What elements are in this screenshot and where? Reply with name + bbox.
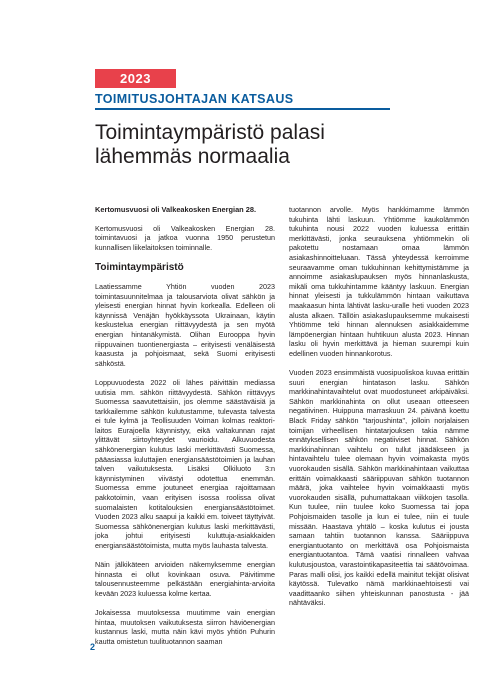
right-column	[289, 205, 469, 618]
intro-paragraph: Kertomusvuosi oli Valkeakosken Energian 28. toimintavuosi ja jatkoa vuonna 1950 perustetun kunnallisen liikelaitoksen toiminnalle.	[95, 223, 275, 252]
page-headline: Toimintaympäristö palasi lähemmäs normaalia	[95, 121, 325, 168]
body-paragraph: Vuoden 2023 ensimmäistä vuosipuoliskoa kuvaa erittäin suuri energian hintatason lasku. Sähkön markkinahintavaihtelut ovat muodostuneet arkipäiväksi. Sähkön markkinahinta on ollut useaan otteeseen negatiivinen. Huippuna marraskuun 24. päivänä koettu Black Friday sähkön "tarjoushinta", jolloin norjalaisen toimijan virheellisen hintatarjouksen takia nämme ennätyksellisen sähkön negatiiviset hinnat. Sähkön markkinahinnan vaihtelu on tullut jäädäkseen ja hintavaihtelu tulee olemaan hyvin voimakasta myös vuorokauden sisällä. Sähkön markkinahintaan vaikuttaa erittäin voimakkaasti sääriippuvan sähkön tuotannon määrä, joka vaihtelee hyvin voimakkaasti myös vuorokauden sisällä, puhumattakaan viikkojen tasolla. Kun tuulee, niin tuulee koko Suomessa tai jopa Pohjoismaiden tasolle ja kun ei tulee, niin ei tuule missään. Haastava yhtälö – koska kulutus ei jousta samaan tahtiin tuotannon kanssa. Sääriippuva energiantuotanto on merkittävä osa Pohjoismaista energiantuotantoa. Tämä vaatisi rinnalleen vahvaa kulutusjoustoa, varastointikapasiteettia tai säätövoimaa. Paras malli olisi, jos kaikki edellä mainitut tekijät olisivat käytössä. Tulevatko nämä markkinaehtoisesti vai vaadittaanko siihen yhteiskunnan panostusta - jää nähtäväksi.	[289, 368, 469, 608]
body-paragraph: Jokaisessa muutoksessa muutimme vain energian hintaa, muutoksen vaikutuksesta siirron häviöenergian kustannus laski, mutta näin kävi myös yhtiön Puhurin kautta omistetun tuulituotannon saaman	[95, 608, 275, 646]
page-number: 2	[90, 642, 96, 652]
year-badge: 2023	[95, 69, 176, 88]
body-paragraph: Näin jälkikäteen arvioiden näkemyksemme energian hinnasta ei ollut kovinkaan osuva. Päivitimme talousennusteemme pelkästään energiahinta-arvioita kevään 2023 kuluessa kolme kertaa.	[95, 560, 275, 598]
section-divider	[95, 108, 390, 110]
body-paragraph: Loppuvuodesta 2022 oli lähes päivittäin mediassa uutisia mm. sähkön riittävyydestä. Sähkön riittävyys Suomessa saavutettaisiin, jos olemme säästäväisiä ja tarkkailemme sähkön kulutustamme, tulevasta talvesta ei tule kylmä ja Teollisuuden Voiman kolmas reaktori-laitos Eurajoella käynnistyy, eikä valtakunnan rajat ylittävät siirtoyhteydet vaurioidu. Alkuvuodesta sähkönenergian kulutus laski merkittävästi Suomessa, pääasiassa kuluttajien energiansäästötoimien ja lauhan talven vaikutuksesta. Lisäksi Olkiluoto 3:n käynnistyminen viivästyi odotettua enemmän. Suomessa emme joutuneet energiaa rajoittamaan pakkotoimin, vaan erityisen isossa roolissa olivat suomalaisten kotitalouksien energiansäästötoimet. Vuoden 2023 alku saapui ja kaikki em. toiveet täyttyivät. Suomessa sähkönenergian kulutus laski merkittävästi, joka johtui erityisesti kuluttuja-asiakkaiden energiansäästötoimista, mutta myös lauhasta talvesta.	[95, 377, 275, 550]
body-paragraph: tuotannon arvolle. Myös hankkimamme lämmön tukuhinta lähti laskuun. Yhtiömme kaukolämmön tukuhinta nousi 2022 vuoden kuluessa erittäin merkittävästi, jonka seurauksena yhtiömmekin oli pakotettu nostamaan omaa lämmön asiakashinnoitteluaan. Tässä yhteydessä kerroimme seuraavamme oman tukkuhinnan kehittymistämme ja annoimme asiakaslupauksen myös hinnanlaskusta, mikäli oma tukkuhintamme kääntyy laskuun. Energian hinnat yleisesti ja tukkulämmön hintaan vaikuttava maakaasun hinta lähtivät lasku-uralle heti vuoden 2023 alusta alkaen. Tällöin asiakaslupauksemme mukaisesti Yhtiömme teki hinnan alennuksen asiakkaidemme lämpöenergian hintaan huhtikuun alusta 2023. Hinnan lasku oli hyvin merkittävä ja hieman suurempi kuin edellinen vuoden hinnankorotus.	[289, 205, 469, 358]
section-title: TOIMITUSJOHTAJAN KATSAUS	[95, 92, 294, 106]
left-column	[95, 205, 275, 656]
body-paragraph: Laatiessamme Yhtiön vuoden 2023 toimintasuunnitelmaa ja talousarviota olivat sähkön ja yleisesti energian hinnat hyvin korkealla. Edelleen oli käynnissä Venäjän hyökkäyssota Ukrainaan, käytin keskustelua energian riittävyydestä ja sen myötä energian hintanäkymistä. Olihan Eurooppa hyvin riippuvainen tuontienergiasta – erityisesti venäläisestä kaasusta ja pohjoismaat, sekä Suomi erityisesti sähköstä.	[95, 281, 275, 368]
subheading: Toimintaympäristö	[95, 261, 184, 273]
lead-paragraph: Kertomusvuosi oli Valkeakosken Energian 28.	[95, 205, 257, 214]
